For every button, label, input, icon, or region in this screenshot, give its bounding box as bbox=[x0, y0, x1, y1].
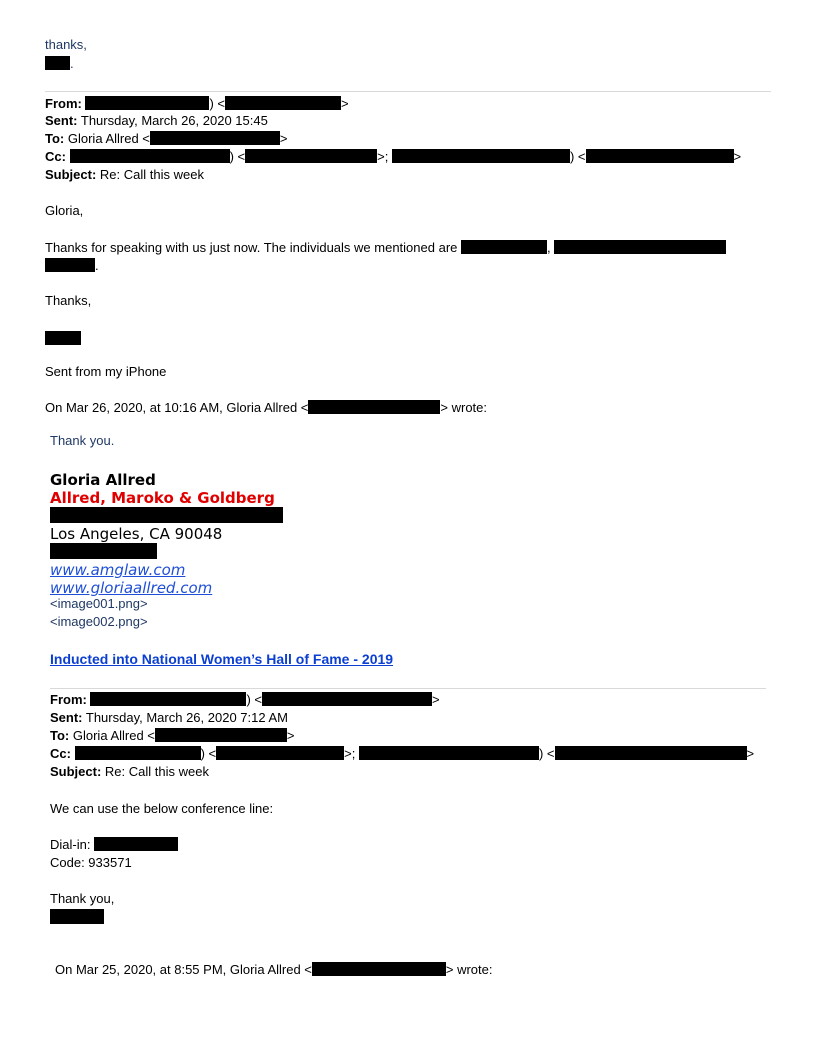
to-line: To: Gloria Allred < > bbox=[45, 131, 288, 146]
redaction bbox=[308, 400, 440, 414]
redaction bbox=[50, 543, 157, 559]
code-line: Code: 933571 bbox=[50, 855, 132, 870]
redaction bbox=[155, 728, 287, 742]
redaction bbox=[50, 909, 104, 924]
from-line: From: ) < > bbox=[45, 96, 349, 111]
sent-line: Sent: Thursday, March 26, 2020 15:45 bbox=[45, 113, 268, 128]
thank-you: Thank you. bbox=[50, 433, 115, 448]
quote-header: On Mar 26, 2020, at 10:16 AM, Gloria Allred < > wrote: bbox=[45, 400, 488, 415]
body-text-cont: . bbox=[45, 258, 99, 274]
redaction bbox=[262, 692, 432, 706]
greeting: Gloria, bbox=[45, 203, 84, 218]
redaction bbox=[225, 96, 341, 110]
subject-line: Subject: Re: Call this week bbox=[50, 764, 209, 779]
cc-line: Cc: ) < >; ) < > bbox=[50, 746, 755, 761]
redaction bbox=[392, 149, 570, 163]
from-line: From: ) < > bbox=[50, 692, 440, 707]
image-attachment-2: <image002.png> bbox=[50, 614, 148, 629]
hall-of-fame-link[interactable]: Inducted into National Women’s Hall of Fame - 2019 bbox=[50, 651, 394, 667]
sent-from: Sent from my iPhone bbox=[45, 364, 167, 379]
cc-line: Cc: ) < >; ) < > bbox=[45, 149, 742, 164]
redaction bbox=[50, 507, 283, 523]
redaction bbox=[359, 746, 539, 760]
redaction bbox=[312, 962, 446, 976]
redaction bbox=[94, 837, 178, 851]
closing: Thank you, bbox=[50, 891, 115, 906]
redaction bbox=[586, 149, 734, 163]
subject-line: Subject: Re: Call this week bbox=[45, 167, 204, 182]
redaction bbox=[70, 149, 230, 163]
redaction bbox=[45, 331, 81, 345]
divider bbox=[45, 91, 771, 92]
redaction bbox=[554, 240, 726, 254]
to-line: To: Gloria Allred < > bbox=[50, 728, 295, 743]
signature-line: . bbox=[45, 56, 74, 72]
body-text: Thanks for speaking with us just now. The individuals we mentioned are , bbox=[45, 240, 726, 256]
signature-city: Los Angeles, CA 90048 bbox=[50, 525, 223, 543]
body-text: We can use the below conference line: bbox=[50, 801, 274, 816]
link-amglaw[interactable]: www.amglaw.com bbox=[50, 561, 186, 579]
redaction bbox=[90, 692, 246, 706]
redaction bbox=[216, 746, 344, 760]
link-gloriaallred[interactable]: www.gloriaallred.com bbox=[50, 579, 213, 597]
image-attachment-1: <image001.png> bbox=[50, 596, 148, 611]
closing: Thanks, bbox=[45, 293, 92, 308]
sent-line: Sent: Thursday, March 26, 2020 7:12 AM bbox=[50, 710, 288, 725]
redaction bbox=[245, 149, 377, 163]
signature-name: Gloria Allred bbox=[50, 471, 156, 489]
redaction bbox=[150, 131, 280, 145]
redaction bbox=[85, 96, 209, 110]
signature-firm: Allred, Maroko & Goldberg bbox=[50, 489, 275, 507]
redaction bbox=[45, 258, 95, 272]
redaction bbox=[45, 56, 70, 70]
dial-in-line: Dial-in: bbox=[50, 837, 178, 853]
redaction bbox=[75, 746, 201, 760]
redaction bbox=[461, 240, 547, 254]
divider bbox=[50, 688, 766, 689]
redaction bbox=[555, 746, 747, 760]
thanks-line: thanks, bbox=[45, 37, 87, 52]
quote-header: On Mar 25, 2020, at 8:55 PM, Gloria Allred < > wrote: bbox=[55, 962, 493, 977]
